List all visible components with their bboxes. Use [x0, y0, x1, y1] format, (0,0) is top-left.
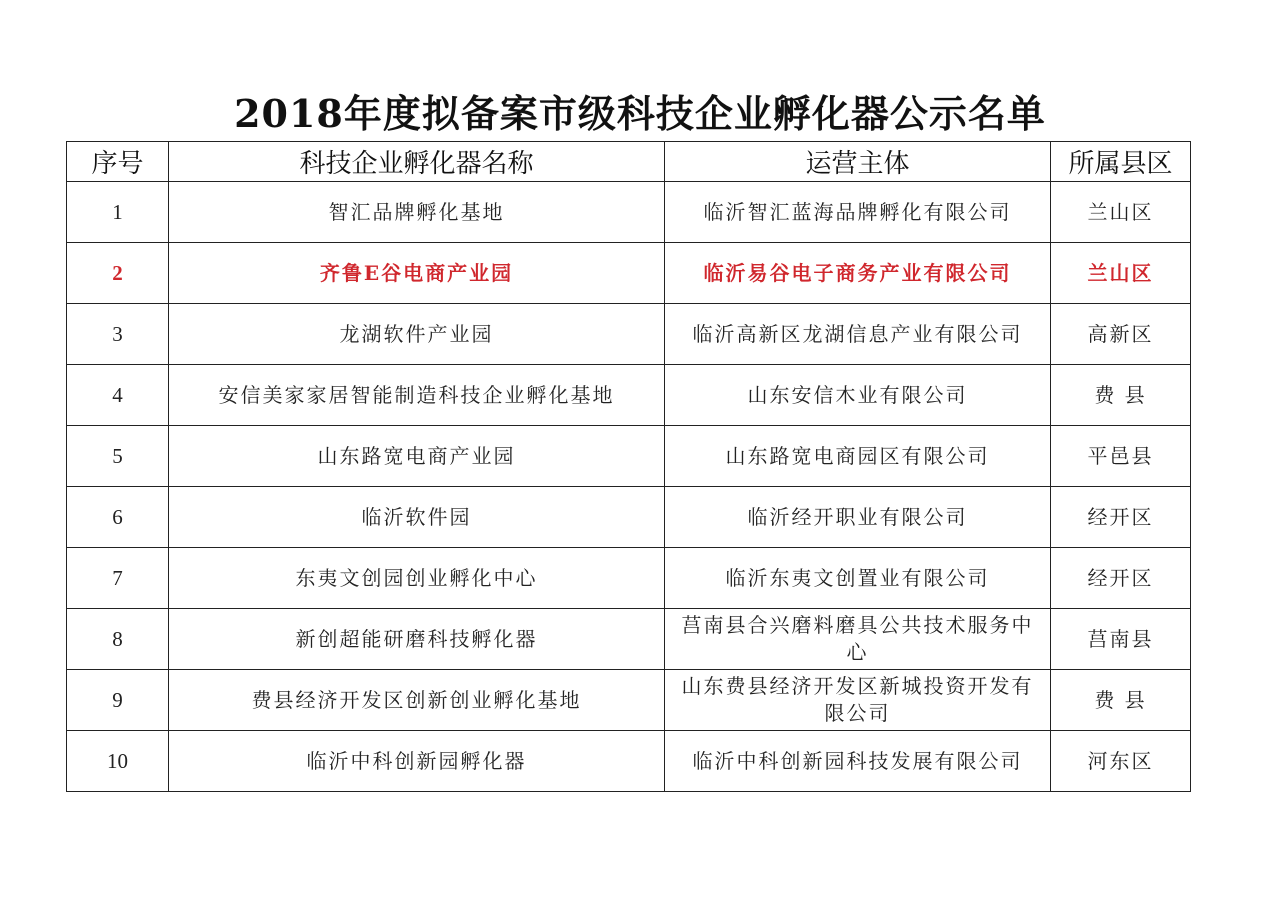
cell-operator: 临沂高新区龙湖信息产业有限公司: [665, 304, 1051, 365]
document-title: 2018年度拟备案市级科技企业孵化器公示名单: [234, 91, 1046, 136]
cell-operator: 临沂中科创新园科技发展有限公司: [665, 731, 1051, 792]
cell-name: 东夷文创园创业孵化中心: [169, 548, 665, 609]
cell-district: 兰山区: [1051, 182, 1191, 243]
cell-index: 2: [67, 243, 169, 304]
incubator-table: [66, 141, 1191, 792]
table-row: [67, 731, 1191, 792]
table-row: [67, 609, 1191, 670]
header-district: 所属县区: [1051, 142, 1191, 182]
table-row: [67, 182, 1191, 243]
table-row-highlighted: [67, 243, 1191, 304]
cell-index: 6: [67, 487, 169, 548]
cell-operator: 临沂东夷文创置业有限公司: [665, 548, 1051, 609]
header-index: 序号: [67, 142, 169, 182]
cell-district: 经开区: [1051, 548, 1191, 609]
cell-name: 龙湖软件产业园: [169, 304, 665, 365]
table-row: [67, 304, 1191, 365]
cell-name: 新创超能研磨科技孵化器: [169, 609, 665, 670]
cell-operator: 临沂易谷电子商务产业有限公司: [665, 243, 1051, 304]
table-row: [67, 365, 1191, 426]
table-row: [67, 670, 1191, 731]
cell-index: 1: [67, 182, 169, 243]
cell-district: 经开区: [1051, 487, 1191, 548]
table-row: [67, 548, 1191, 609]
cell-name: 山东路宽电商产业园: [169, 426, 665, 487]
cell-index: 3: [67, 304, 169, 365]
cell-name: 费县经济开发区创新创业孵化基地: [169, 670, 665, 731]
cell-district: 费 县: [1051, 670, 1191, 731]
table-row: [67, 426, 1191, 487]
cell-operator: 莒南县合兴磨料磨具公共技术服务中心: [665, 609, 1051, 670]
table-row: [67, 487, 1191, 548]
cell-name: 临沂中科创新园孵化器: [169, 731, 665, 792]
cell-district: 河东区: [1051, 731, 1191, 792]
cell-operator: 山东路宽电商园区有限公司: [665, 426, 1051, 487]
cell-name: 临沂软件园: [169, 487, 665, 548]
cell-operator: 山东安信木业有限公司: [665, 365, 1051, 426]
cell-name: 智汇品牌孵化基地: [169, 182, 665, 243]
cell-index: 10: [67, 731, 169, 792]
cell-district: 高新区: [1051, 304, 1191, 365]
cell-name: 安信美家家居智能制造科技企业孵化基地: [169, 365, 665, 426]
cell-index: 7: [67, 548, 169, 609]
header-name: 科技企业孵化器名称: [169, 142, 665, 182]
header-operator: 运营主体: [665, 142, 1051, 182]
cell-index: 4: [67, 365, 169, 426]
cell-district: 费 县: [1051, 365, 1191, 426]
cell-district: 莒南县: [1051, 609, 1191, 670]
cell-district: 平邑县: [1051, 426, 1191, 487]
cell-operator: 山东费县经济开发区新城投资开发有限公司: [665, 670, 1051, 731]
cell-district: 兰山区: [1051, 243, 1191, 304]
cell-index: 8: [67, 609, 169, 670]
cell-name: 齐鲁E谷电商产业园: [169, 243, 665, 304]
cell-index: 9: [67, 670, 169, 731]
cell-operator: 临沂经开职业有限公司: [665, 487, 1051, 548]
table-header-row: [67, 142, 1191, 182]
cell-index: 5: [67, 426, 169, 487]
cell-operator: 临沂智汇蓝海品牌孵化有限公司: [665, 182, 1051, 243]
